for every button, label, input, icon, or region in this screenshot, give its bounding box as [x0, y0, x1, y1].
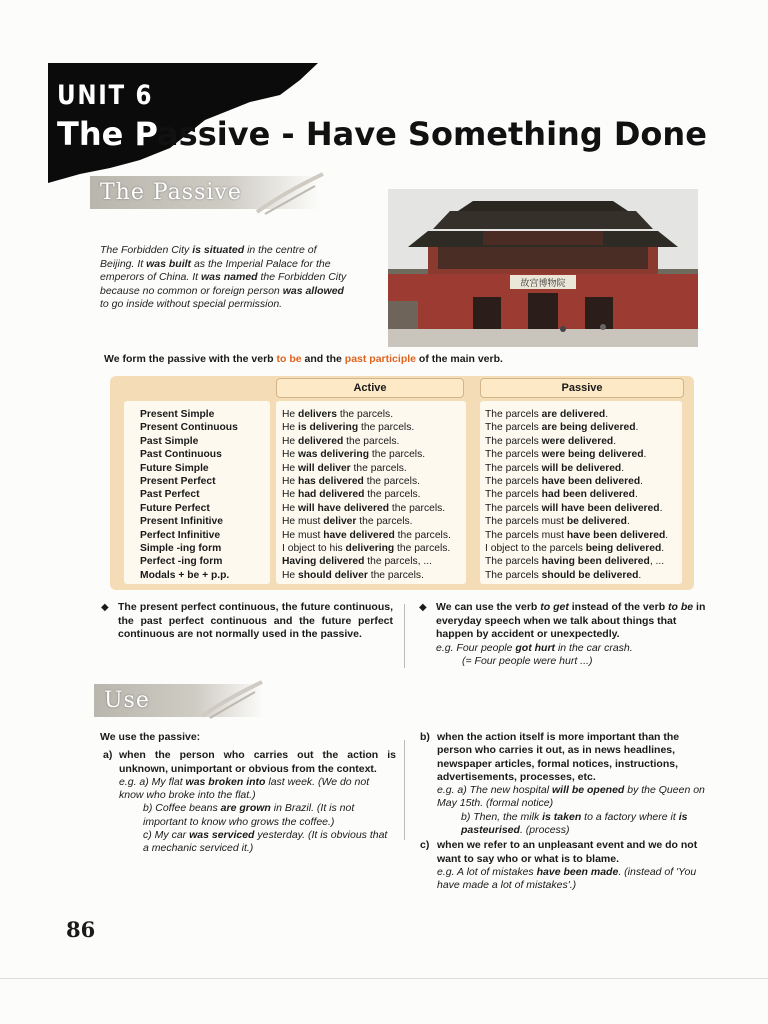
brush-stroke-decoration	[200, 680, 265, 720]
tense-name: Present Perfect	[140, 476, 216, 488]
unit-banner	[0, 0, 330, 190]
passive-example: The parcels must have been delivered.	[485, 529, 669, 541]
active-examples	[282, 408, 451, 582]
passive-example: The parcels have been delivered.	[485, 476, 643, 488]
active-example: He should deliver the parcels.	[282, 569, 424, 581]
tense-name: Future Perfect	[140, 502, 210, 514]
tense-name: Past Perfect	[140, 489, 200, 501]
active-example: He will have delivered the parcels.	[282, 502, 446, 514]
title-part-black: assive - Have Something Done	[157, 115, 707, 153]
diamond-bullet-icon: ◆	[101, 602, 109, 613]
tense-names	[140, 408, 238, 582]
bottom-rule	[0, 978, 768, 979]
passive-examples	[485, 408, 668, 582]
sign-text: 故宫博物院	[520, 279, 566, 289]
tense-name: Modals + be + p.p.	[140, 569, 230, 581]
tense-name: Present Simple	[140, 409, 215, 420]
passive-example: The parcels are being delivered.	[485, 422, 639, 434]
passive-example: The parcels were being delivered.	[485, 449, 647, 461]
active-example: He must have delivered the parcels.	[282, 529, 451, 541]
form-rule-line: We form the passive with the verb to be and the past participle of the main verb.	[104, 353, 503, 365]
tense-name: Future Simple	[140, 462, 209, 474]
highlight-to-be: to be	[276, 353, 302, 365]
title-part-white: The P	[57, 115, 158, 153]
active-example: Having delivered the parcels, ...	[282, 556, 432, 568]
active-example: He had delivered the parcels.	[282, 489, 421, 501]
diamond-bullet-icon: ◆	[419, 602, 427, 613]
passive-example: The parcels will be delivered.	[485, 462, 625, 474]
note-divider	[404, 604, 405, 668]
passive-example: The parcels had been delivered.	[485, 489, 638, 501]
active-example: I object to his delivering the parcels.	[282, 543, 451, 555]
page-number: 86	[66, 917, 96, 942]
active-example: He will deliver the parcels.	[282, 462, 407, 474]
passive-example: I object to the parcels being delivered.	[485, 543, 665, 555]
section-header-use: Use	[94, 684, 264, 717]
active-example: He has delivered the parcels.	[282, 476, 420, 488]
use-left-column: We use the passive: a) when the person who carries out the action is unknown, unimportant or obvious from the context. e.g. a) My flat was broken into last week. (We do not know who broke into the flat.) b) Coffee beans are grown in Brazil. (It is not important to know who grows the coffee.) c) My car was serviced yesterday. (It is obvious that a mechanic serviced it.)	[100, 731, 396, 855]
tense-name: Perfect Infinitive	[140, 529, 221, 541]
unit-label: UNIT 6	[57, 80, 154, 111]
passive-example: The parcels are delivered.	[485, 409, 609, 420]
brush-stroke-decoration	[255, 172, 325, 217]
active-example: He delivered the parcels.	[282, 435, 400, 447]
highlight-past-participle: past participle	[344, 353, 416, 365]
tense-name: Perfect -ing form	[140, 556, 223, 568]
passive-example: The parcels must be delivered.	[485, 516, 630, 528]
active-example: He delivers the parcels.	[282, 409, 394, 420]
active-example: He must deliver the parcels.	[282, 516, 413, 528]
section-header-passive: The Passive	[90, 176, 320, 209]
tense-name: Present Continuous	[140, 422, 238, 434]
passive-example: The parcels will have been delivered.	[485, 502, 663, 514]
active-example: He is delivering the parcels.	[282, 422, 415, 434]
use-right-column: b) when the action itself is more important than the person who carries it out, as in news headlines, newspaper articles, formal notices, instructions, advertisements, processes, etc. e.g. a) The new hospital will be opened by the Queen on May 15th. (formal notice) b) Then, the milk is taken to a factory where it is pasteurised. (process) c) when we refer to an unpleasant event and we do not want to say who or what is to blame. e.g. A lot of mistakes have been made. (instead of 'You have made a lot of mistakes'.)	[420, 731, 705, 892]
note-left: ◆ The present perfect continuous, the future continuous, the past perfect continuous and the future perfect continuous are not normally used in the passive.	[101, 601, 393, 640]
intro-paragraph: The Forbidden City is situated in the centre of Beijing. It was built as the Imperial Palace for the emperors of China. It was named the Forbidden City because no common or foreign person was allowed to go inside without special permission.	[100, 244, 347, 310]
active-column-header: Active	[276, 378, 464, 398]
page-title	[57, 115, 707, 153]
passive-example: The parcels were delivered.	[485, 435, 617, 447]
passive-column-header: Passive	[480, 378, 684, 398]
tense-name: Present Infinitive	[140, 516, 223, 528]
tense-name: Simple -ing form	[140, 543, 222, 555]
tense-name: Past Simple	[140, 435, 199, 447]
active-example: He was delivering the parcels.	[282, 449, 426, 461]
tense-name: Past Continuous	[140, 449, 222, 461]
note-right: ◆ We can use the verb to get instead of the verb to be in everyday speech when we talk about things that happen by accident or unexpectedly. e.g. Four people got hurt in the car crash. (= Four people were hurt ...)	[419, 601, 706, 667]
use-divider	[404, 740, 405, 840]
passive-example: The parcels should be delivered.	[485, 569, 642, 581]
forbidden-city-photo	[388, 189, 698, 347]
passive-example: The parcels having been delivered, ...	[485, 556, 665, 568]
